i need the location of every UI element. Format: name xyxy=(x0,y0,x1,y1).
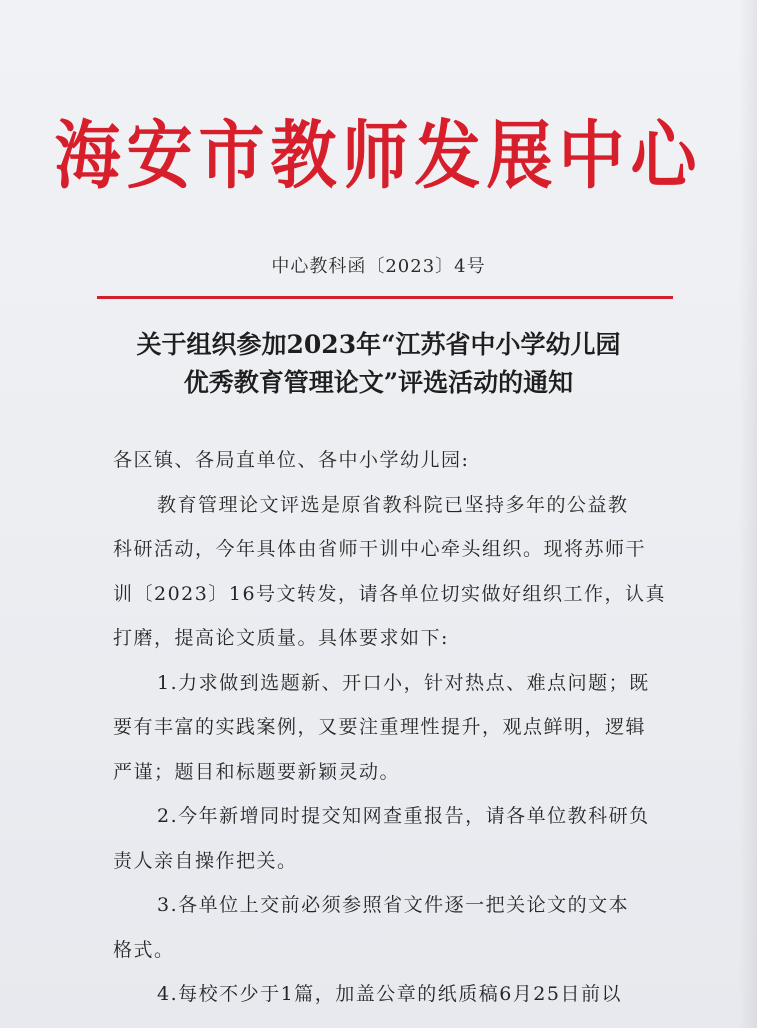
paragraph-line: 教育管理论文评选是原省教科院已坚持多年的公益教 xyxy=(157,493,629,516)
paragraph-line: 4.每校不少于1篇，加盖公章的纸质稿6月25日前以 xyxy=(157,983,622,1005)
paragraph-line: 要有丰富的实践案例，又要注重理性提升，观点鲜明，逻辑 xyxy=(113,716,647,738)
paragraph-requirement-4 xyxy=(113,972,673,1017)
paragraph-requirement-3 xyxy=(113,883,673,972)
paragraph-line: 3.各单位上交前必须参照省文件逐一把关论文的文本 xyxy=(157,894,630,916)
red-divider-line xyxy=(97,296,673,299)
paragraph-line: 打磨，提高论文质量。具体要求如下: xyxy=(113,627,449,649)
paragraph-line: 科研活动，今年具体由省师干训中心牵头组织。现将苏师干 xyxy=(113,538,647,560)
notice-title-line-2: 优秀教育管理论文”评选活动的通知 xyxy=(183,368,574,397)
masthead-title: 海安市教师发展中心 xyxy=(54,111,703,199)
paragraph-line: 训〔2023〕16号文转发，请各单位切实做好组织工作，认真 xyxy=(113,582,667,605)
paragraph-intro xyxy=(113,483,673,661)
notice-title-line-1: 关于组织参加2023年“江苏省中小学幼儿园 xyxy=(136,330,621,359)
paragraph-requirement-2 xyxy=(113,794,673,883)
paragraph-line: 2.今年新增同时提交知网查重报告，请各单位教科研负 xyxy=(157,805,650,827)
paragraph-line: 格式。 xyxy=(113,938,175,961)
paragraph-line: 责人亲自操作把关。 xyxy=(113,849,298,872)
paragraph-line: 严谨；题目和标题要新颖灵动。 xyxy=(113,760,401,783)
notice-title xyxy=(0,326,757,402)
notice-body xyxy=(113,438,673,1017)
paragraph-line: 1.力求做到选题新、开口小，针对热点、难点问题；既 xyxy=(157,671,650,694)
salutation: 各区镇、各局直单位、各中小学幼儿园: xyxy=(113,449,470,471)
document-number: 中心教科函〔2023〕4号 xyxy=(271,256,486,277)
paragraph-requirement-1 xyxy=(113,661,673,795)
